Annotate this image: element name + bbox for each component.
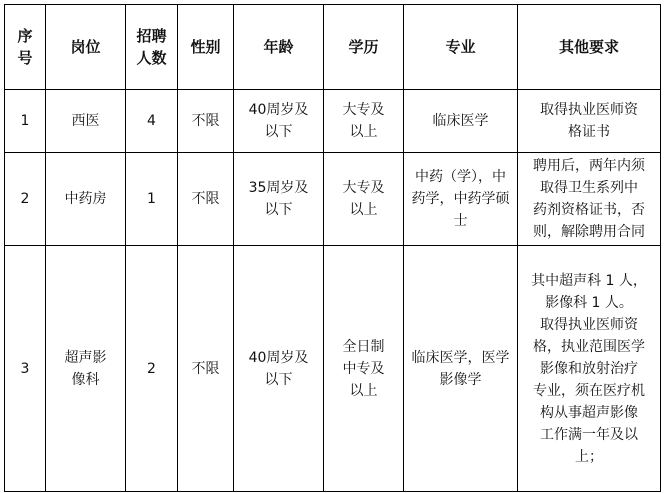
cell-no: 2 — [5, 153, 46, 246]
table-row — [5, 246, 661, 492]
header-education: 学历 — [324, 5, 404, 90]
cell-education: 全日制 中专及 以上 — [324, 246, 404, 492]
cell-gender: 不限 — [178, 90, 234, 153]
cell-major: 临床医学 — [404, 90, 518, 153]
header-gender: 性别 — [178, 5, 234, 90]
cell-gender: 不限 — [178, 246, 234, 492]
header-requirements: 其他要求 — [518, 5, 661, 90]
header-count: 招聘 人数 — [126, 5, 178, 90]
recruitment-table — [4, 4, 661, 492]
cell-post: 超声影 像科 — [46, 246, 126, 492]
cell-age: 35周岁及 以下 — [234, 153, 324, 246]
header-major: 专业 — [404, 5, 518, 90]
cell-age: 40周岁及 以下 — [234, 246, 324, 492]
cell-education: 大专及 以上 — [324, 153, 404, 246]
header-row — [5, 5, 661, 90]
table-row — [5, 153, 661, 246]
cell-requirements: 取得执业医师资 格证书 — [518, 90, 661, 153]
cell-count: 4 — [126, 90, 178, 153]
cell-no: 3 — [5, 246, 46, 492]
table-row — [5, 90, 661, 153]
cell-major: 临床医学，医学 影像学 — [404, 246, 518, 492]
cell-gender: 不限 — [178, 153, 234, 246]
cell-no: 1 — [5, 90, 46, 153]
cell-requirements: 聘用后，两年内须 取得卫生系列中 药剂资格证书，否 则，解除聘用合同 — [518, 153, 661, 246]
cell-count: 1 — [126, 153, 178, 246]
header-no: 序 号 — [5, 5, 46, 90]
cell-post: 西医 — [46, 90, 126, 153]
cell-age: 40周岁及 以下 — [234, 90, 324, 153]
header-age: 年龄 — [234, 5, 324, 90]
header-post: 岗位 — [46, 5, 126, 90]
cell-education: 大专及 以上 — [324, 90, 404, 153]
cell-count: 2 — [126, 246, 178, 492]
cell-major: 中药（学），中 药学，中药学硕 士 — [404, 153, 518, 246]
cell-post: 中药房 — [46, 153, 126, 246]
cell-requirements: 其中超声科 1 人， 影像科 1 人。 取得执业医师资 格，执业范围医学 影像和放射治疗 专业，须在医疗机 构从事超声影像 工作满一年及以 上； — [518, 246, 661, 492]
